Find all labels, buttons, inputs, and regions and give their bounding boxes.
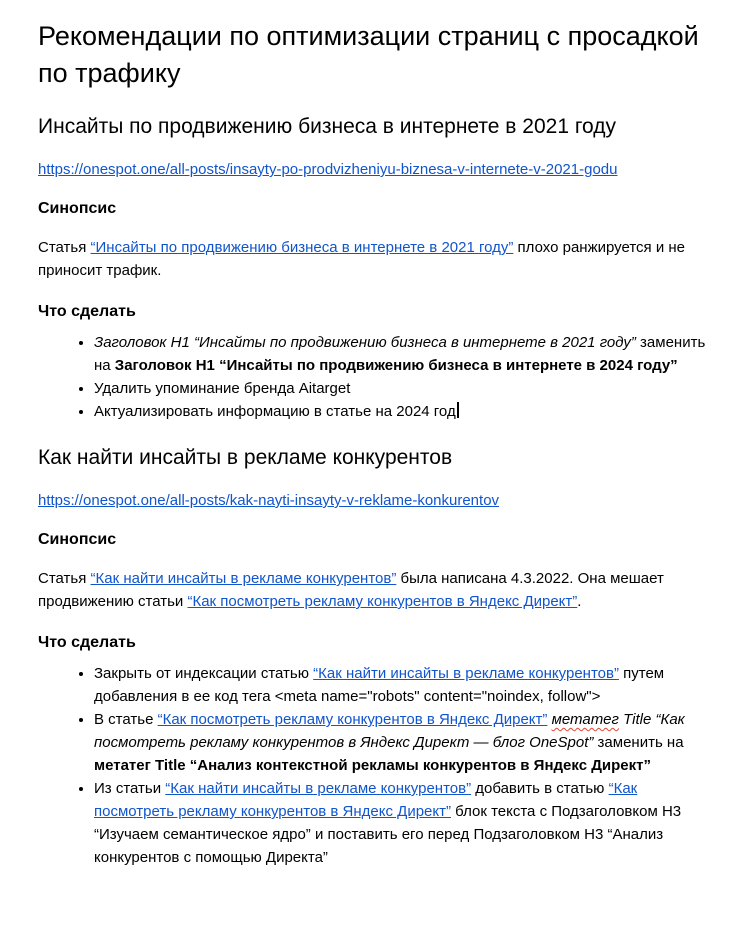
text-segment: Статья (38, 570, 91, 587)
italic-segment: Title “Как посмотреть рекламу конкурентов в Яндекс Директ — блог OneSpot” (94, 711, 685, 751)
list-item (94, 331, 712, 377)
text-segment: . (577, 593, 582, 610)
section1-todo-heading: Что сделать (38, 303, 136, 320)
article-link-kak-nayti-insayty[interactable]: “Как найти инсайты в рекламе конкурентов” (90, 570, 397, 587)
italic-segment: Заголовок H1 “Инсайты по продвижению бизнеса в интернете в 2021 году” (94, 334, 636, 351)
section1-synopsis-text (38, 236, 712, 282)
article-link-kak-posmotret-reklamu[interactable]: “Как посмотреть рекламу конкурентов в Яндекс Директ” (94, 780, 638, 820)
section1-heading: Инсайты по продвижению бизнеса в интернете в 2021 году (38, 115, 617, 138)
misspelled-word: метатег (551, 711, 619, 728)
list-item (94, 662, 712, 708)
text-segment: Статья (38, 239, 91, 256)
section1-url-link[interactable]: https://onespot.one/all-posts/insayty-po-prodvizheniyu-biznesa-v-internete-v-2021-godu (38, 161, 618, 178)
text-segment: Из статьи (94, 780, 166, 797)
section2-todo-heading: Что сделать (38, 634, 136, 651)
text-segment: заменить на (593, 734, 684, 751)
list-item (94, 400, 712, 423)
text-segment: В статье (94, 711, 158, 728)
section-insayty-2021 (38, 114, 712, 423)
list-item (94, 708, 712, 777)
section-insayty-konkurentov (38, 445, 712, 869)
article-link-kak-nayti-insayty[interactable]: “Как найти инсайты в рекламе конкурентов” (313, 665, 619, 682)
document-title: Рекомендации по оптимизации страниц с просадкой по трафику (38, 21, 699, 88)
text-segment: Удалить упоминание бренда Aitarget (94, 380, 351, 397)
section1-todo-list (38, 331, 712, 423)
section2-todo-list (38, 662, 712, 869)
text-segment: Закрыть от индексации статью (94, 665, 314, 682)
section2-synopsis-heading: Синопсис (38, 531, 117, 548)
section1-synopsis-heading: Синопсис (38, 200, 117, 217)
section2-heading: Как найти инсайты в рекламе конкурентов (38, 446, 453, 469)
section2-url-link[interactable]: https://onespot.one/all-posts/kak-nayti-insayty-v-reklame-konkurentov (38, 492, 500, 509)
text-segment: блок текста с Подзаголовком H3 “Изучаем семантическое ядро” и поставить его перед Подзаголовком H3 “Анализ конкурентов с помощью Директа” (94, 803, 682, 866)
text-segment: плохо ранжируется и не приносит трафик. (38, 239, 686, 279)
list-item (94, 777, 712, 869)
article-link-kak-posmotret-reklamu[interactable]: “Как посмотреть рекламу конкурентов в Яндекс Директ” (187, 593, 578, 610)
article-link-kak-posmotret-reklamu[interactable]: “Как посмотреть рекламу конкурентов в Яндекс Директ” (157, 711, 548, 728)
bold-segment: Заголовок H1 “Инсайты по продвижению бизнеса в интернете в 2024 году” (114, 357, 678, 374)
article-link-insayty-2021[interactable]: “Инсайты по продвижению бизнеса в интернете в 2021 году” (90, 239, 514, 256)
text-segment: добавить в статью (471, 780, 609, 797)
text-caret (457, 402, 459, 418)
text-segment: путем добавления в ее код тега <meta name="robots" content="noindex, follow"> (94, 665, 665, 705)
text-segment: была написана 4.3.2022. Она мешает продвижению статьи (38, 570, 664, 610)
text-segment: заменить на (94, 334, 706, 374)
bold-segment: метатег Title “Анализ контекстной рекламы конкурентов в Яндекс Директ” (94, 757, 651, 774)
text-segment: Актуализировать информацию в статье на 2024 год (94, 403, 456, 420)
section1-url-line (38, 161, 712, 179)
section2-synopsis-text (38, 567, 712, 613)
article-link-kak-nayti-insayty[interactable]: “Как найти инсайты в рекламе конкурентов” (165, 780, 472, 797)
list-item (94, 377, 712, 400)
section2-url-line (38, 492, 712, 510)
